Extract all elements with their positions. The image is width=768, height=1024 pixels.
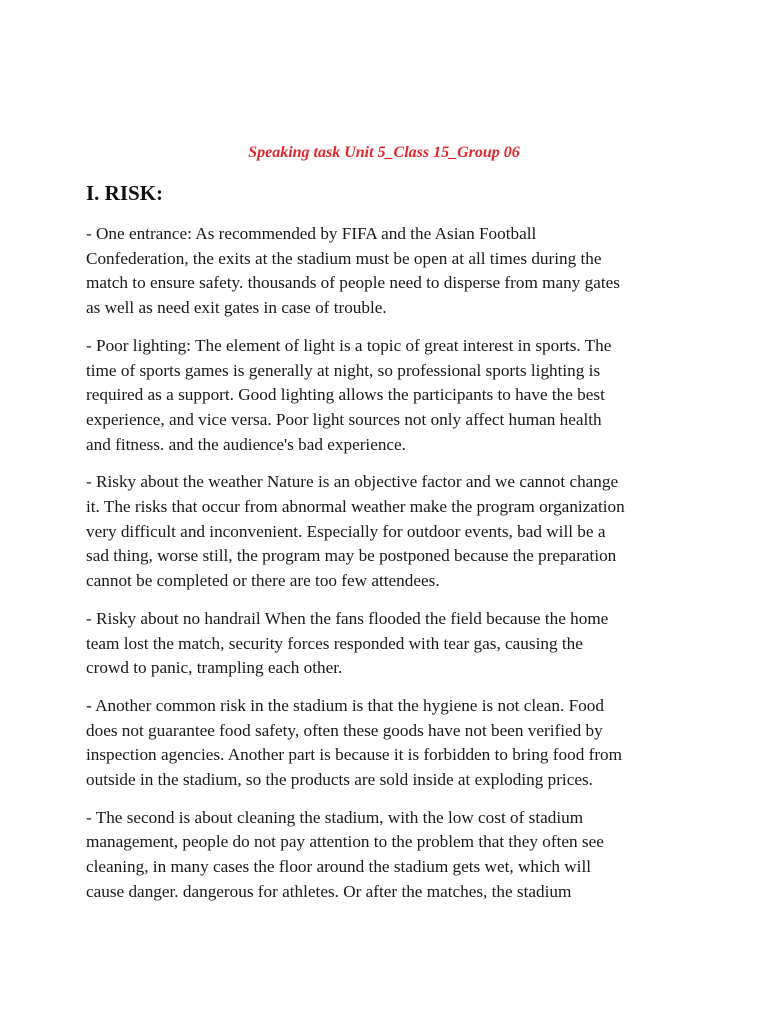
paragraph-line: does not guarantee food safety, often these goods have not been verified by [86,720,603,740]
paragraph-line: cannot be completed or there are too few attendees. [86,571,440,591]
document-body [86,222,686,918]
paragraph [86,806,686,905]
paragraph-line: as well as need exit gates in case of trouble. [86,298,387,318]
paragraph-line: time of sports games is generally at night, so professional sports lighting is [86,360,601,380]
paragraph-line: required as a support. Good lighting allows the participants to have the best [86,385,605,405]
paragraph [86,607,686,681]
paragraph-line: Confederation, the exits at the stadium must be open at all times during the [86,248,602,268]
paragraph-line: it. The risks that occur from abnormal weather make the program organization [86,497,625,517]
paragraph [86,222,686,321]
paragraph-line: very difficult and inconvenient. Especially for outdoor events, bad will be a [86,521,606,541]
document-title: Speaking task Unit 5_Class 15_Group 06 [248,144,520,161]
paragraph-line: - Another common risk in the stadium is that the hygiene is not clean. Food [86,695,604,715]
paragraph [86,334,686,458]
paragraph-line: cleaning, in many cases the floor around the stadium gets wet, which will [86,857,591,877]
paragraph-line: cause danger. dangerous for athletes. Or after the matches, the stadium [86,881,572,901]
paragraph-line: crowd to panic, trampling each other. [86,658,343,678]
section-heading: I. RISK: [86,181,164,205]
paragraph-line: experience, and vice versa. Poor light sources not only affect human health [86,409,602,429]
paragraph [86,694,686,793]
paragraph-line: and fitness. and the audience's bad experience. [86,434,406,454]
paragraph-line: inspection agencies. Another part is because it is forbidden to bring food from [86,745,623,765]
paragraph-line: - Risky about the weather Nature is an objective factor and we cannot change [86,472,619,492]
paragraph-line: - Poor lighting: The element of light is a topic of great interest in sports. The [86,335,612,355]
paragraph-line: - One entrance: As recommended by FIFA and the Asian Football [86,224,537,243]
paragraph-line: outside in the stadium, so the products are sold inside at exploding prices. [86,770,593,790]
paragraph-line: match to ensure safety. thousands of people need to disperse from many gates [86,273,620,293]
paragraph [86,470,686,594]
paragraph-line: - The second is about cleaning the stadium, with the low cost of stadium [86,807,584,827]
paragraph-line: management, people do not pay attention to the problem that they often see [86,832,604,852]
paragraph-line: team lost the match, security forces responded with tear gas, causing the [86,633,583,653]
paragraph-line: sad thing, worse still, the program may be postponed because the preparation [86,546,617,566]
paragraph-line: - Risky about no handrail When the fans flooded the field because the home [86,608,609,628]
